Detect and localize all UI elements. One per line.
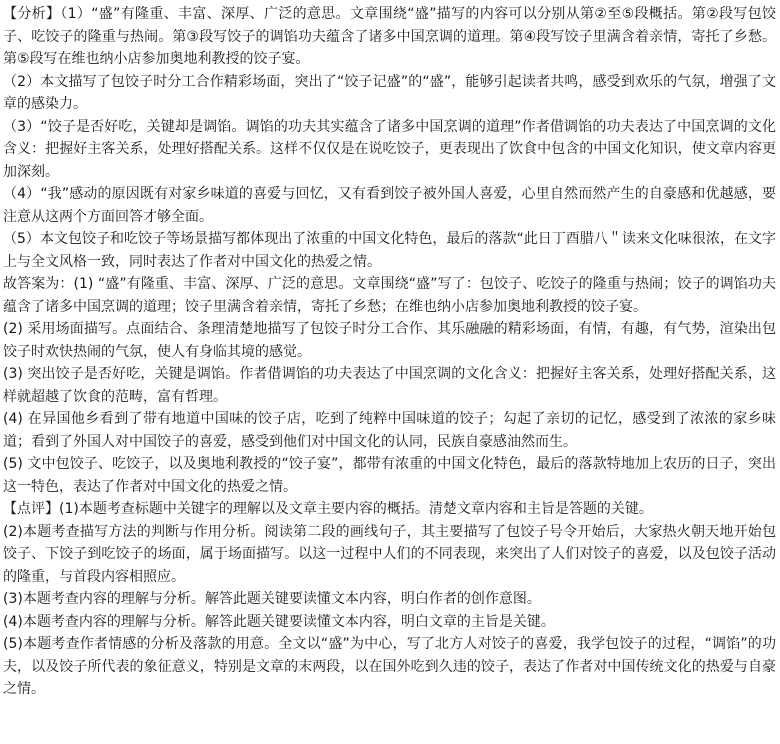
analysis-part-5: （5）本文包饺子和吃饺子等场景描写都体现出了浓重的中国文化特色，最后的落款“此日丁酉腊八＂读来文化味很浓，在文字上与全文风格一致，同时表达了作者对中国文化的热爱之情。	[3, 231, 776, 270]
comment-part-1: 【点评】(1)本题考查标题中关键字的理解以及文章主要内容的概括。清楚文章内容和主旨是答题的关键。	[3, 501, 653, 517]
comment-part-3: (3)本题考查内容的理解与分析。解答此题关键要读懂文本内容，明白作者的创作意图。	[3, 591, 541, 607]
answer-part-4: (4) 在异国他乡看到了带有地道中国味的饺子店，吃到了纯粹中国味道的饺子；勾起了亲切的记忆，感受到了浓浓的家乡味道；看到了外国人对中国饺子的喜爱，感受到他们对中国文化的认同，民族自豪感油然而生。	[3, 411, 776, 450]
comment-part-2: (2)本题考查描写方法的判断与作用分析。阅读第二段的画线句子，其主要描写了包饺子号令开始后，大家热火朝天地开始包饺子、下饺子到吃饺子的场面，属于场面描写。以这一过程中人们的不同表现，来突出了人们对饺子的喜爱，以及包饺子活动的隆重，与首段内容相照应。	[3, 523, 776, 585]
answer-part-2: (2) 采用场面描写。点面结合、条理清楚地描写了包饺子时分工合作、其乐融融的精彩场面，有情，有趣，有气势，渲染出包饺子时欢快热闹的气氛，使人有身临其境的感觉。	[3, 321, 776, 360]
analysis-part-4: （4）“我”感动的原因既有对家乡味道的喜爱与回忆，又有看到饺子被外国人喜爱，心里自然而然产生的自豪感和优越感，要注意从这两个方面回答才够全面。	[3, 186, 776, 225]
comment-part-5: (5)本题考查作者情感的分析及落款的用意。全文以“盛”为中心，写了北方人对饺子的喜爱，我学包饺子的过程，“调馅”的功夫，以及饺子所代表的象征意义，特别是文章的末两段，以在国外吃到久违的饺子，表达了作者对中国传统文化的热爱与自豪之情。	[3, 636, 776, 697]
analysis-intro-part-1: 【分析】（1）“盛”有隆重、丰富、深厚、广泛的意思。文章围绕“盛”描写的内容可以分别从第②至⑤段概括。第②段写包饺子、吃饺子的隆重与热闹。第③段写饺子的调馅功夫蕴含了诸多中国烹调的道理。第④段写饺子里满含着亲情，寄托了乡愁。第⑤段写在维也纳小店参加奥地利教授的饺子宴。	[3, 6, 776, 67]
analysis-part-2: （2）本文描写了包饺子时分工合作精彩场面，突出了“饺子记盛”的“盛”，能够引起读者共鸣，感受到欢乐的气氛，增强了文章的感染力。	[3, 73, 776, 112]
answer-part-5: (5) 文中包饺子、吃饺子，以及奥地利教授的“饺子宴”，都带有浓重的中国文化特色，最后的落款特地加上农历的日子，突出这一特色，表达了作者对中国文化的热爱之情。	[3, 456, 776, 495]
answer-part-3: (3) 突出饺子是否好吃，关键是调馅。作者借调馅的功夫表达了中国烹调的文化含义：把握好主客关系，处理好搭配关系，这样就超越了饮食的范畴，富有哲理。	[3, 366, 776, 405]
comment-part-4: (4)本题考查内容的理解与分析。解答此题关键要读懂文本内容，明白文章的主旨是关键。	[3, 613, 555, 630]
answer-part-1: 故答案为：(1) “盛”有隆重、丰富、深厚、广泛的意思。文章围绕“盛”写了：包饺子、吃饺子的隆重与热闹；饺子的调馅功夫蕴含了诸多中国烹调的道理；饺子里满含着亲情，寄托了乡愁；在维也纳小店参加奥地利教授的饺子宴。	[3, 276, 776, 315]
analysis-part-3: （3）“饺子是否好吃，关键却是调馅。调馅的功夫其实蕴含了诸多中国烹调的道理”作者借调馅的功夫表达了中国烹调的文化含义：把握好主客关系，处理好搭配关系。这样不仅仅是在说吃饺子，更表现出了饮食中包含的中国文化知识，使文章内容更加深刻。	[3, 118, 776, 180]
